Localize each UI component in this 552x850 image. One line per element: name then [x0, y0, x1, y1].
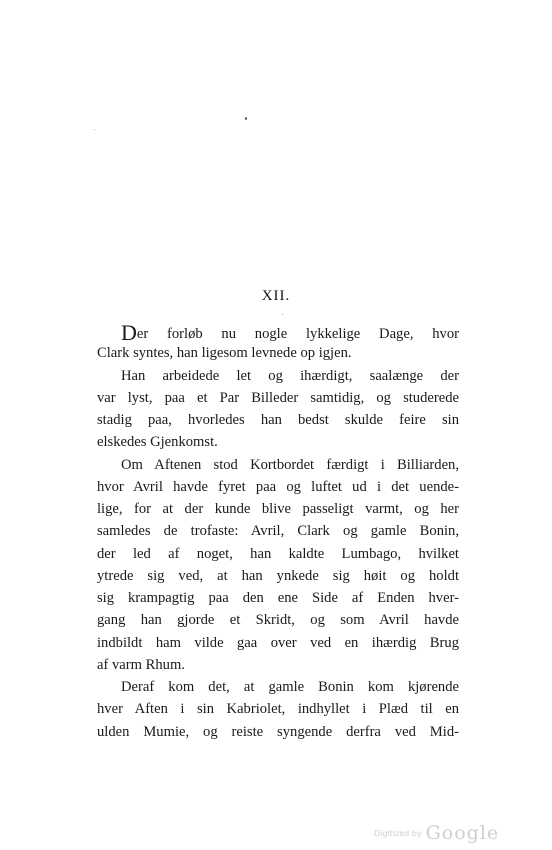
text-line: Clark syntes, han ligesom levnede op igjen. [97, 345, 352, 362]
text-line: gang han gjorde et Skridt, og som Avril havde [97, 612, 459, 629]
text-line: der led af noget, han kaldte Lumbago, hvilket [97, 545, 459, 562]
body-text [97, 320, 459, 743]
text-line [97, 320, 459, 345]
text-line: indbildt ham vilde gaa over ved en ihærdig Brug [97, 634, 459, 651]
text-line: hvor Avril havde fyret paa og luftet ud i det uende- [97, 478, 459, 495]
ink-speck [94, 129, 95, 130]
ink-speck [245, 117, 247, 120]
text-line: Deraf kom det, at gamle Bonin kom kjørende [121, 679, 459, 695]
text-line: ytrede sig ved, at han ynkede sig høit og holdt [97, 567, 459, 584]
text-line: ulden Mumie, og reiste syngende derfra ved Mid- [97, 723, 459, 740]
ink-speck [282, 314, 283, 315]
digitization-watermark [374, 822, 499, 844]
watermark-small-text: Digitized by [374, 828, 422, 838]
text-line: Om Aftenen stod Kortbordet færdigt i Billiarden, [121, 456, 459, 473]
text-line: elskedes Gjenkomst. [97, 434, 218, 451]
text-line: stadig paa, hvorledes han bedst skulde feire sin [97, 412, 459, 428]
text-line-rest: er forløb nu nogle lykkelige Dage, hvor [136, 326, 459, 342]
text-line: lige, for at der kunde blive passeligt varmt, og her [97, 501, 459, 517]
text-line: var lyst, paa et Par Billeder samtidig, og studerede [97, 389, 459, 406]
text-line: sig krampagtig paa den ene Side af Enden hver- [97, 590, 459, 606]
text-line: hver Aften i sin Kabriolet, indhyllet i Plæd til en [97, 701, 459, 718]
text-line: Han arbeidede let og ihærdigt, saalænge der [121, 367, 459, 384]
chapter-heading: XII. [261, 288, 291, 304]
text-line: af varm Rhum. [97, 656, 185, 673]
google-logo: Google [425, 822, 500, 844]
drop-cap: D [121, 320, 137, 345]
text-line: samledes de trofaste: Avril, Clark og gamle Bonin, [97, 523, 459, 540]
